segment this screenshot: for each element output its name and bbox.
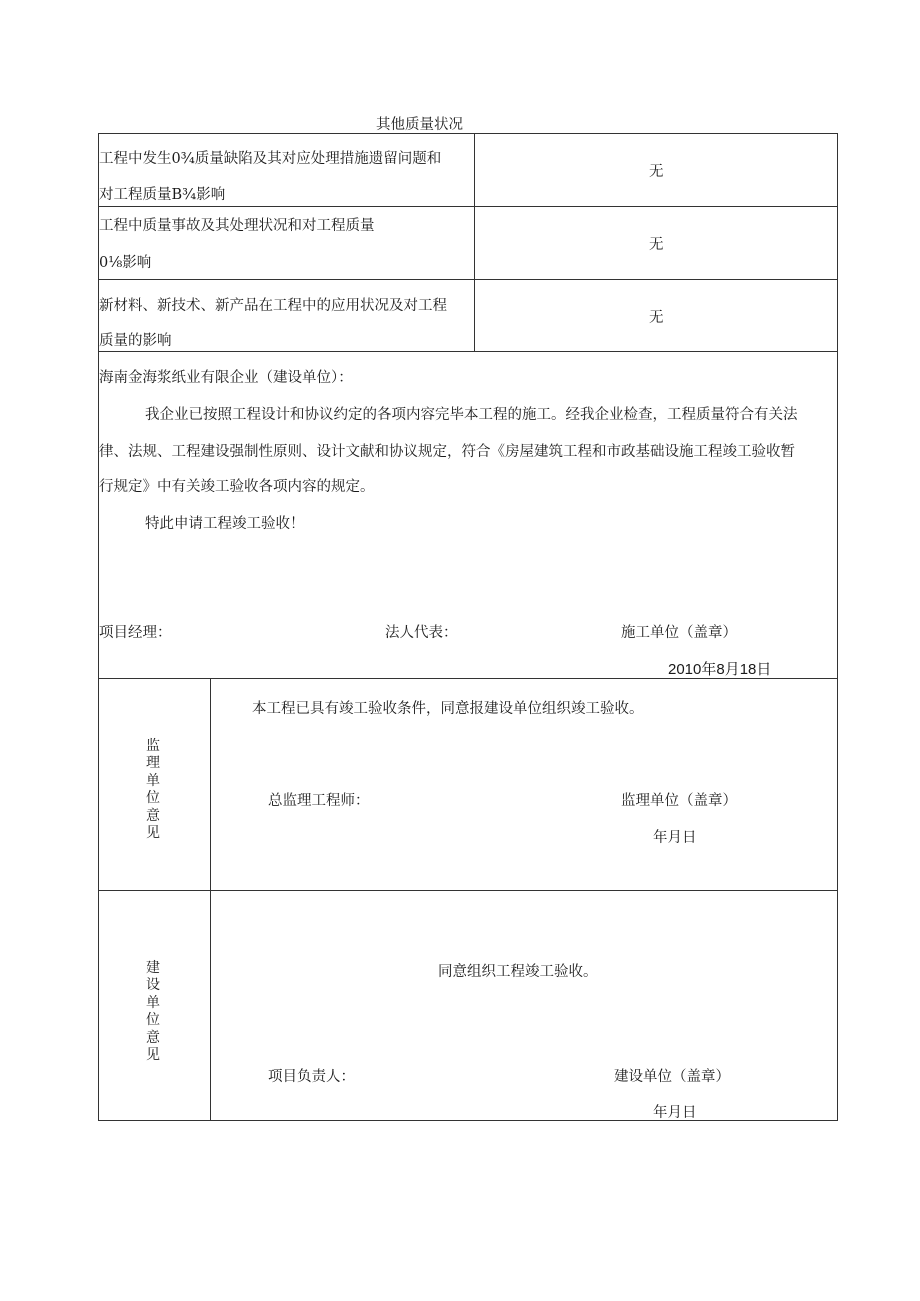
declaration-paragraph: 律、法规、工程建设强制性原则、设计文献和协议规定，符合《房屋建筑工程和市政基础设施工程竣工验收暂 (99, 444, 795, 460)
chief-engineer-label: 总监理工程师： (268, 793, 370, 809)
page-title: 其他质量状况 (376, 117, 463, 133)
quality-row-question-cont: 对工程质量B¾影响 (99, 187, 226, 203)
supervision-side-label: 监理单位意见 (146, 738, 160, 842)
quality-row-answer: 无 (649, 310, 664, 326)
supervision-seal-label: 监理单位（盖章） (621, 793, 737, 809)
supervision-date: 年月日 (653, 830, 697, 846)
contractor-date: 2010年8月18日 (668, 661, 772, 678)
quality-row-question-cont: 质量的影响 (99, 333, 172, 349)
quality-row-question: 工程中质量事故及其处理状况和对工程质量 (99, 218, 375, 234)
declaration-paragraph: 我企业已按照工程设计和协议约定的各项内容完毕本工程的施工。经我企业检查，工程质量符合有关法 (145, 407, 798, 423)
contractor-seal-label: 施工单位（盖章） (621, 625, 737, 641)
owner-side-label: 建设单位意见 (146, 960, 160, 1064)
quality-row-answer: 无 (649, 164, 664, 180)
owner-seal-label: 建设单位（盖章） (614, 1069, 730, 1085)
project-leader-label: 项目负责人： (268, 1069, 355, 1085)
request-text: 特此申请工程竣工验收！ (145, 516, 305, 532)
project-manager-label: 项目经理： (99, 625, 172, 641)
legal-representative-label: 法人代表： (385, 625, 458, 641)
owner-opinion: 同意组织工程竣工验收。 (438, 964, 598, 980)
quality-row-question: 新材料、新技术、新产品在工程中的应用状况及对工程 (99, 298, 447, 314)
supervision-opinion: 本工程已具有竣工验收条件，同意报建设单位组织竣工验收。 (252, 701, 644, 717)
quality-row-question-cont: 0⅛影响 (99, 255, 152, 271)
owner-date: 年月日 (653, 1105, 697, 1121)
addressee: 海南金海浆纸业有限企业（建设单位）： (99, 370, 353, 386)
declaration-paragraph: 行规定》中有关竣工验收各项内容的规定。 (99, 479, 375, 495)
quality-row-answer: 无 (649, 237, 664, 253)
quality-row-question: 工程中发生0¾质量缺陷及其对应处理措施遗留问题和 (99, 151, 442, 167)
